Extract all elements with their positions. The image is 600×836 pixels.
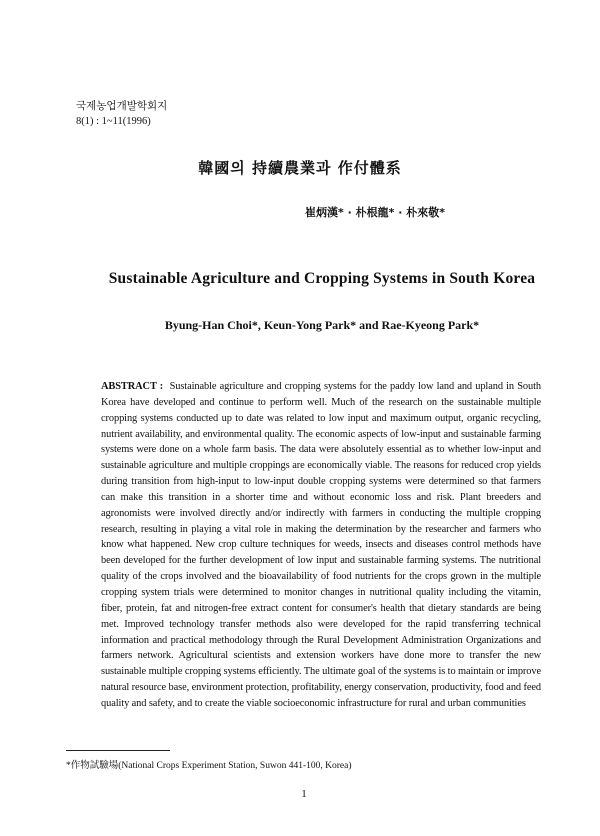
- abstract: [101, 379, 541, 712]
- english-title: Sustainable Agriculture and Cropping Systems in South Korea: [108, 270, 536, 287]
- page-number: 1: [301, 788, 307, 800]
- korean-title: 韓國의 持續農業과 作付體系: [198, 159, 402, 177]
- journal-header: [76, 99, 167, 129]
- english-authors: Byung-Han Choi*, Keun-Yong Park* and Rae-Kyeong Park*: [164, 318, 480, 332]
- korean-authors: 崔炳漢* · 朴根龍* · 朴來敬*: [305, 206, 445, 219]
- footnote: *作物試驗場(National Crops Experiment Station, Suwon 441-100, Korea): [66, 761, 352, 771]
- abstract-label: ABSTRACT :: [101, 381, 164, 392]
- footnote-divider: [66, 750, 170, 751]
- journal-name: 국제농업개발학회지: [76, 101, 168, 112]
- abstract-text: Sustainable agriculture and cropping systems for the paddy low land and upland in South Korea have developed and continue to perform well. Much of the research on the sustainable multiple cropping systems conducted up to date was related to low input and maximum output, organic recycling, nutrient availability, and environmental quality. The economic aspects of low-input and sustainable farming systems were done on a whole farm basis. The data were absolutely essential as to whether low-input and sustainable agriculture and multiple croppings are economically viable. The reasons for reduced crop yields during transition from high-input to low-input double cropping systems were determined so that farmers can make this transition in a shorter time and without economic loss and risk. Plant breeders and agronomists were involved directly and/or indirectly with farmers in conducting the multiple cropping research, resulting in playing a vital role in making the determination by the researcher and farmers who know what happened. New crop culture techniques for weeds, insects and diseases control methods have been developed for the further development of low input and sustainable farming systems. The nutritional quality of the crops involved and the bioavailability of food nutrients for the crops grown in the multiple cropping system trials were determined to monitor changes in nutritional quality including the vitamin, fiber, protein, fat and nitrogen-free extract content for consumer's health that dietary standards are being met. Improved technology transfer methods also were developed for the rapid transferring technical information and practical methodology through the Rural Development Administration Organizations and farmers network. Agricultural scientists and extension workers have done more to transfer the new sustainable multiple cropping systems efficiently. The ultimate goal of the systems is to maintain or improve natural resource base, environment protection, profitability, energy conservation, productivity, food and feed quality and safety, and to create the viable socioeconomic infrastructure for rural and urban communities: [101, 381, 541, 709]
- journal-citation: 8(1) : 1~11(1996): [76, 116, 151, 127]
